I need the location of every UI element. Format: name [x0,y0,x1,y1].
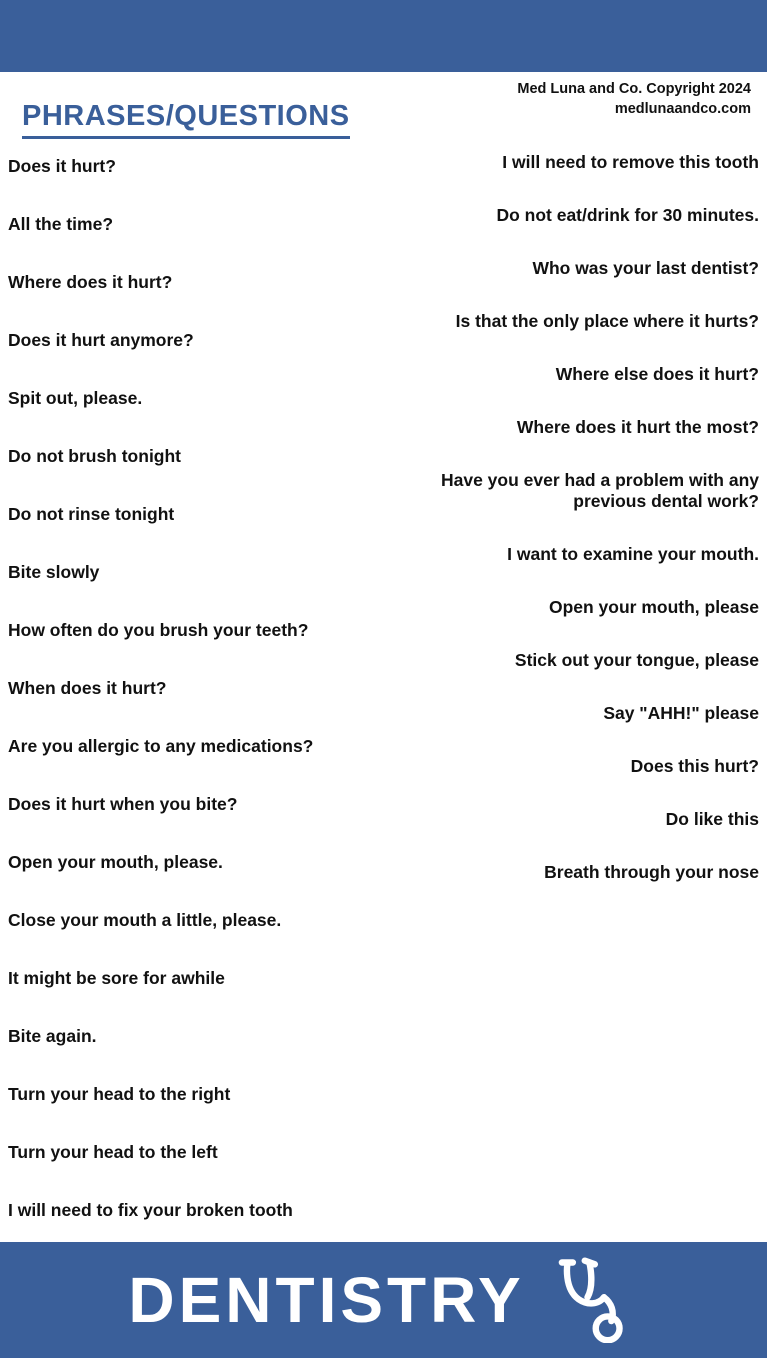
phrase-item: Does it hurt anymore? [8,330,194,350]
phrase-item: Does it hurt? [8,156,116,176]
phrase-item: Open your mouth, please [548,597,759,617]
phrase-item: Where else does it hurt? [555,364,759,384]
phrase-item: Is that the only place where it hurts? [455,311,759,331]
phrase-item: Do like this [665,809,759,829]
phrase-item: Bite slowly [8,562,100,582]
phrase-item: It might be sore for awhile [8,968,225,988]
page-title: PHRASES/QUESTIONS [22,100,350,139]
copyright-line-2: medlunaandco.com [614,100,751,117]
phrase-item: Bite again. [8,1026,97,1046]
phrase-item: Turn your head to the right [8,1084,231,1104]
phrase-item: Does this hurt? [630,756,759,776]
phrase-item: Do not brush tonight [8,446,182,466]
bottom-banner [0,1242,767,1358]
copyright-line-1: Med Luna and Co. Copyright 2024 [517,81,751,97]
phrase-item: Say "AHH!" please [603,703,759,723]
phrase-item: Where does it hurt the most? [516,417,759,437]
phrase-item: Spit out, please. [8,388,143,408]
phrase-item: Where does it hurt? [8,272,173,292]
phrase-item: Open your mouth, please. [8,852,223,872]
phrase-item: Does it hurt when you bite? [8,794,238,814]
phrase-item: Do not rinse tonight [8,504,175,524]
phrase-item: Stick out your tongue, please [514,650,759,670]
copyright-notice [517,80,751,119]
phrase-item: Close your mouth a little, please. [8,910,282,930]
phrase-item: Are you allergic to any medications? [8,736,314,756]
phrase-list-right [379,152,759,915]
phrase-item: I will need to fix your broken tooth [8,1200,293,1220]
phrase-item: Have you ever had a problem with any previous dental work? [440,470,759,511]
phrase-item: When does it hurt? [8,678,167,698]
phrase-item: I want to examine your mouth. [507,544,759,564]
phrase-item: Breath through your nose [544,862,759,882]
phrase-item: Turn your head to the left [8,1142,218,1162]
phrase-list-left [8,156,408,1258]
stethoscope-icon [547,1257,639,1343]
phrase-item: Do not eat/drink for 30 minutes. [496,205,759,225]
top-banner [0,0,767,72]
phrase-item: All the time? [8,214,114,234]
phrase-item: I will need to remove this tooth [502,152,759,172]
footer-title: DENTISTRY [128,1264,525,1336]
phrase-item: Who was your last dentist? [532,258,759,278]
phrase-item: How often do you brush your teeth? [8,620,309,640]
